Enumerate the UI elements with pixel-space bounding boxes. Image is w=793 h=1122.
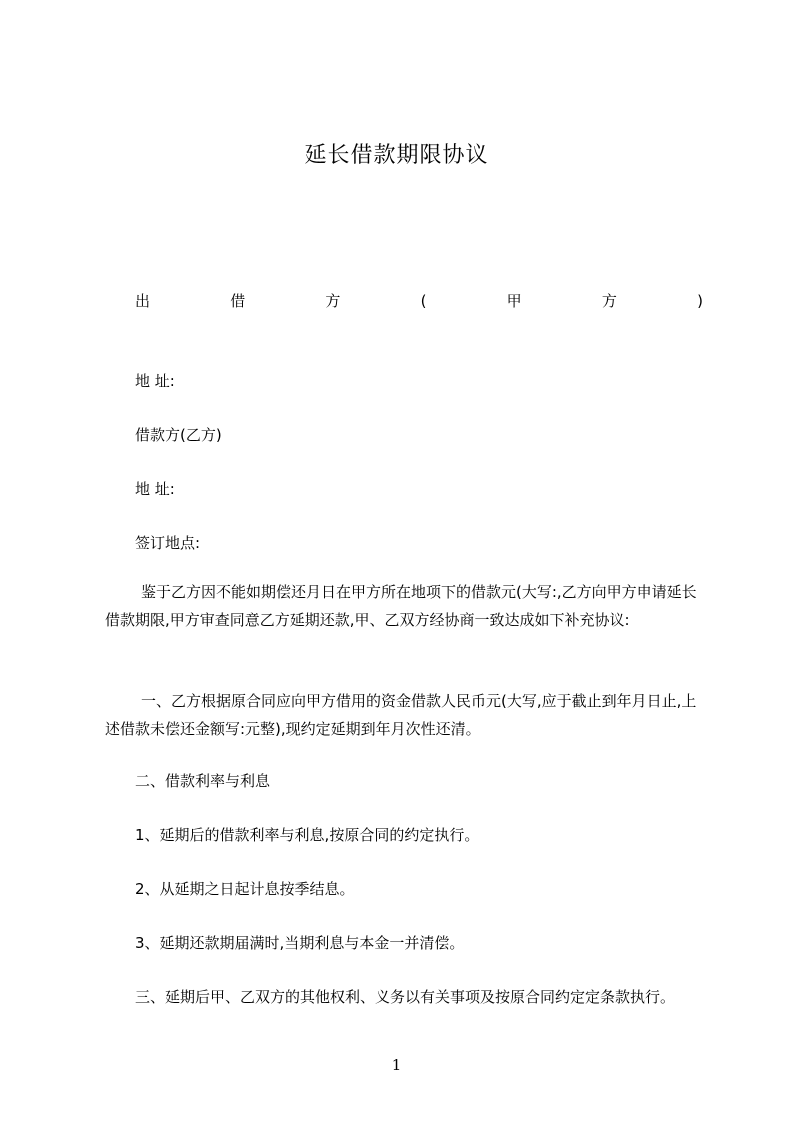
clause-1-text: 一、乙方根据原合同应向甲方借用的资金借款人民币元(大写,应于截止到年月日止,上述借款未偿还金额写:元整),现约定延期到年月次性还清。 [105, 692, 697, 738]
clause-2-3: 3、延期还款期届满时,当期利息与本金一并清偿。 [135, 934, 465, 952]
signing-place: 签订地点: [135, 534, 201, 552]
lender-char: 方 [325, 292, 341, 310]
document-title: 延长借款期限协议 [304, 143, 489, 168]
lender-char: 出 [135, 292, 151, 310]
lender-char: ( [420, 292, 427, 310]
lender-char: 借 [230, 292, 246, 310]
clause-2-heading: 二、借款利率与利息 [135, 772, 271, 790]
clause-2-1: 1、延期后的借款利率与利息,按原合同的约定执行。 [135, 826, 480, 844]
lender-char: 甲 [506, 292, 522, 310]
lender-line [135, 290, 703, 312]
borrower-line: 借款方(乙方) [135, 426, 222, 444]
lender-address: 地 址: [135, 372, 175, 390]
borrower-address: 地 址: [135, 480, 175, 498]
clause-2-2: 2、从延期之日起计息按季结息。 [135, 880, 355, 898]
lender-char: 方 [601, 292, 617, 310]
intro-paragraph-text: 鉴于乙方因不能如期偿还月日在甲方所在地项下的借款元(大写:,乙方向甲方申请延长借款期限,甲方审查同意乙方延期还款,甲、乙双方经协商一致达成如下补充协议: [105, 583, 697, 629]
clause-3: 三、延期后甲、乙双方的其他权利、义务以有关事项及按原合同约定定条款执行。 [135, 988, 676, 1006]
page-number: 1 [391, 1056, 402, 1074]
lender-char: ) [697, 292, 703, 310]
intro-paragraph [105, 578, 705, 634]
clause-1 [105, 687, 705, 743]
